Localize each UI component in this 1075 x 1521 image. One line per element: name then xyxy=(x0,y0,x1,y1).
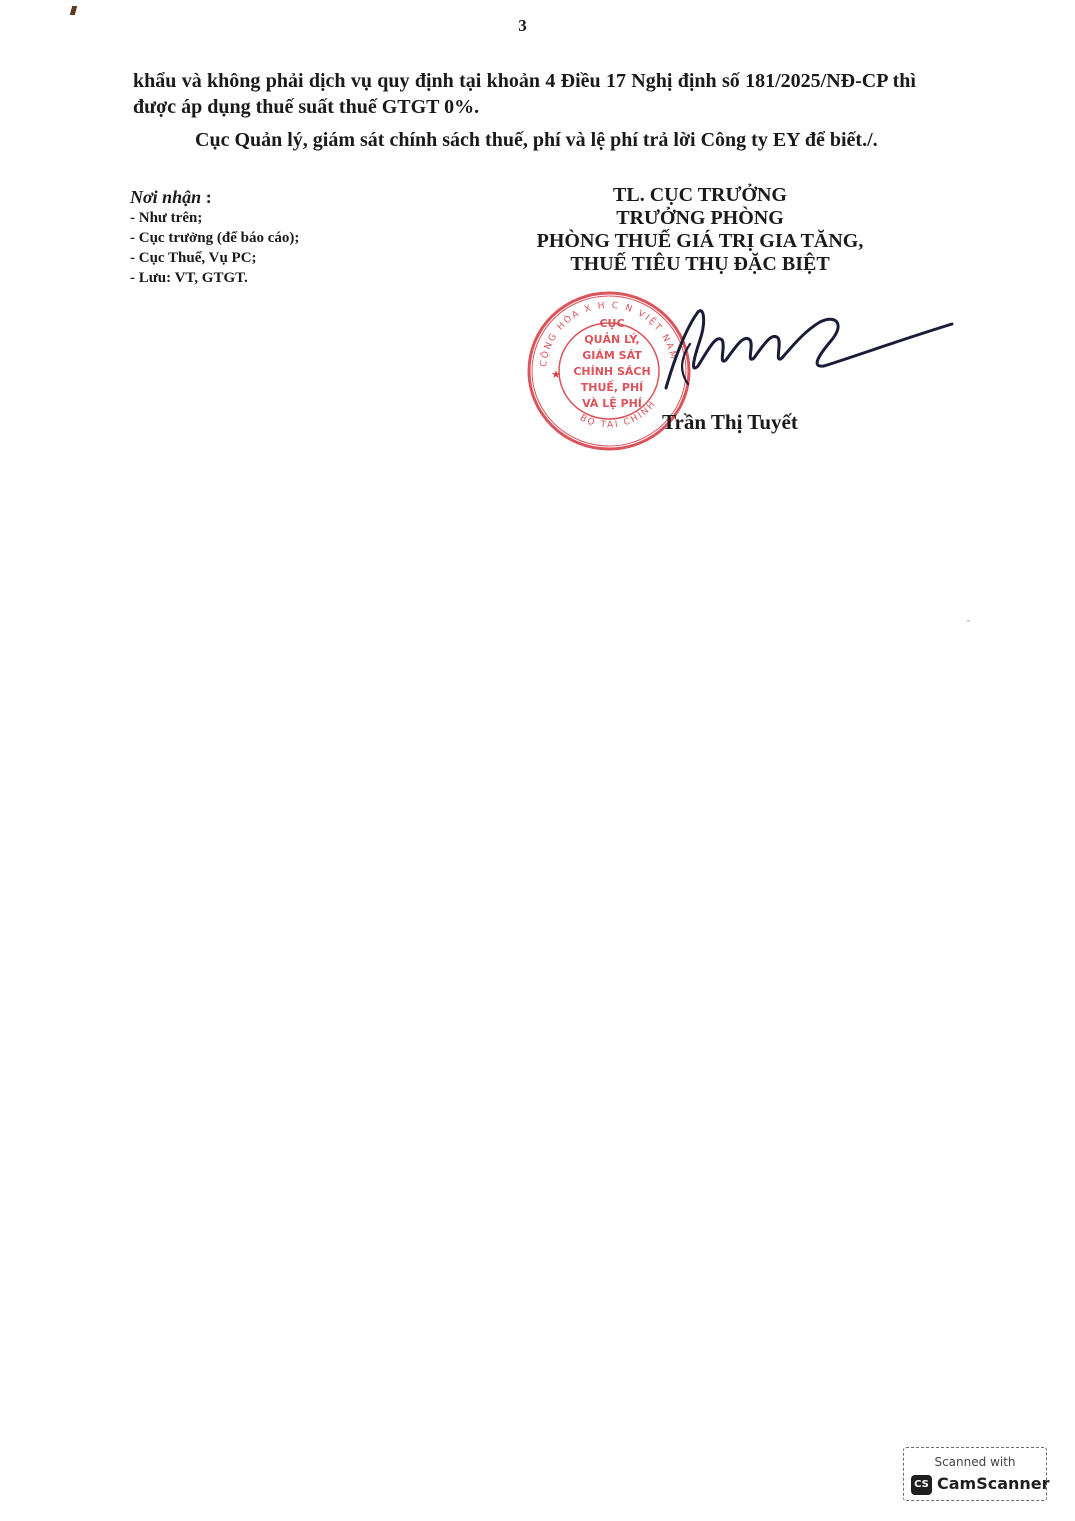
recipients-block xyxy=(130,186,390,288)
recipient-item: - Cục trưởng (để báo cáo); xyxy=(130,230,300,246)
recipients-title-text: Nơi nhận xyxy=(130,187,202,207)
seal-center-line: GIÁM SÁT xyxy=(582,349,642,362)
camscanner-logo-icon: CS xyxy=(911,1475,932,1495)
page-number: 3 xyxy=(518,16,527,35)
signer-name: Trần Thị Tuyết xyxy=(662,410,798,434)
handwritten-signature xyxy=(660,300,960,400)
seal-bottom-text: BỘ TÀI CHÍNH xyxy=(578,398,659,431)
scan-speck xyxy=(967,620,970,622)
signature-line-department: PHÒNG THUẾ GIÁ TRỊ GIA TĂNG, xyxy=(536,230,864,252)
seal-center-line: CHÍNH SÁCH xyxy=(573,365,651,378)
seal-center-line: QUẢN LÝ, xyxy=(584,333,640,346)
signature-line-position: TRƯỞNG PHÒNG xyxy=(616,207,784,229)
recipient-item: - Cục Thuế, Vụ PC; xyxy=(130,250,257,266)
seal-center-line: THUẾ, PHÍ xyxy=(580,381,644,394)
seal-center-line: VÀ LỆ PHÍ xyxy=(582,397,642,410)
recipients-title xyxy=(130,186,390,208)
seal-ring-text: CỘNG HÒA X H C N VIỆT NAM xyxy=(539,300,679,368)
recipient-item: - Như trên; xyxy=(130,210,203,226)
watermark-brand: CamScanner xyxy=(937,1474,1050,1493)
body-paragraph-2: Cục Quản lý, giám sát chính sách thuế, phí và lệ phí trả lời Công ty EY để biết./. xyxy=(195,129,878,151)
signature-line-department-cont: THUẾ TIÊU THỤ ĐẶC BIỆT xyxy=(570,253,830,275)
letter-body xyxy=(133,68,916,153)
signature-block xyxy=(500,184,900,276)
scan-corner-mark xyxy=(70,6,77,15)
svg-text:★: ★ xyxy=(551,368,561,381)
seal-center-line: CỤC xyxy=(599,317,625,330)
camscanner-watermark xyxy=(903,1447,1050,1501)
recipients-title-suffix: : xyxy=(201,187,212,207)
watermark-scanned-with: Scanned with xyxy=(934,1455,1016,1469)
body-paragraph-1: khẩu và không phải dịch vụ quy định tại khoản 4 Điều 17 Nghị định số 181/2025/NĐ-CP thì được áp dụng thuế suất thuế GTGT 0%. xyxy=(133,70,916,118)
recipient-item: - Lưu: VT, GTGT. xyxy=(130,270,248,286)
signature-line-authority: TL. CỤC TRƯỞNG xyxy=(613,184,787,206)
